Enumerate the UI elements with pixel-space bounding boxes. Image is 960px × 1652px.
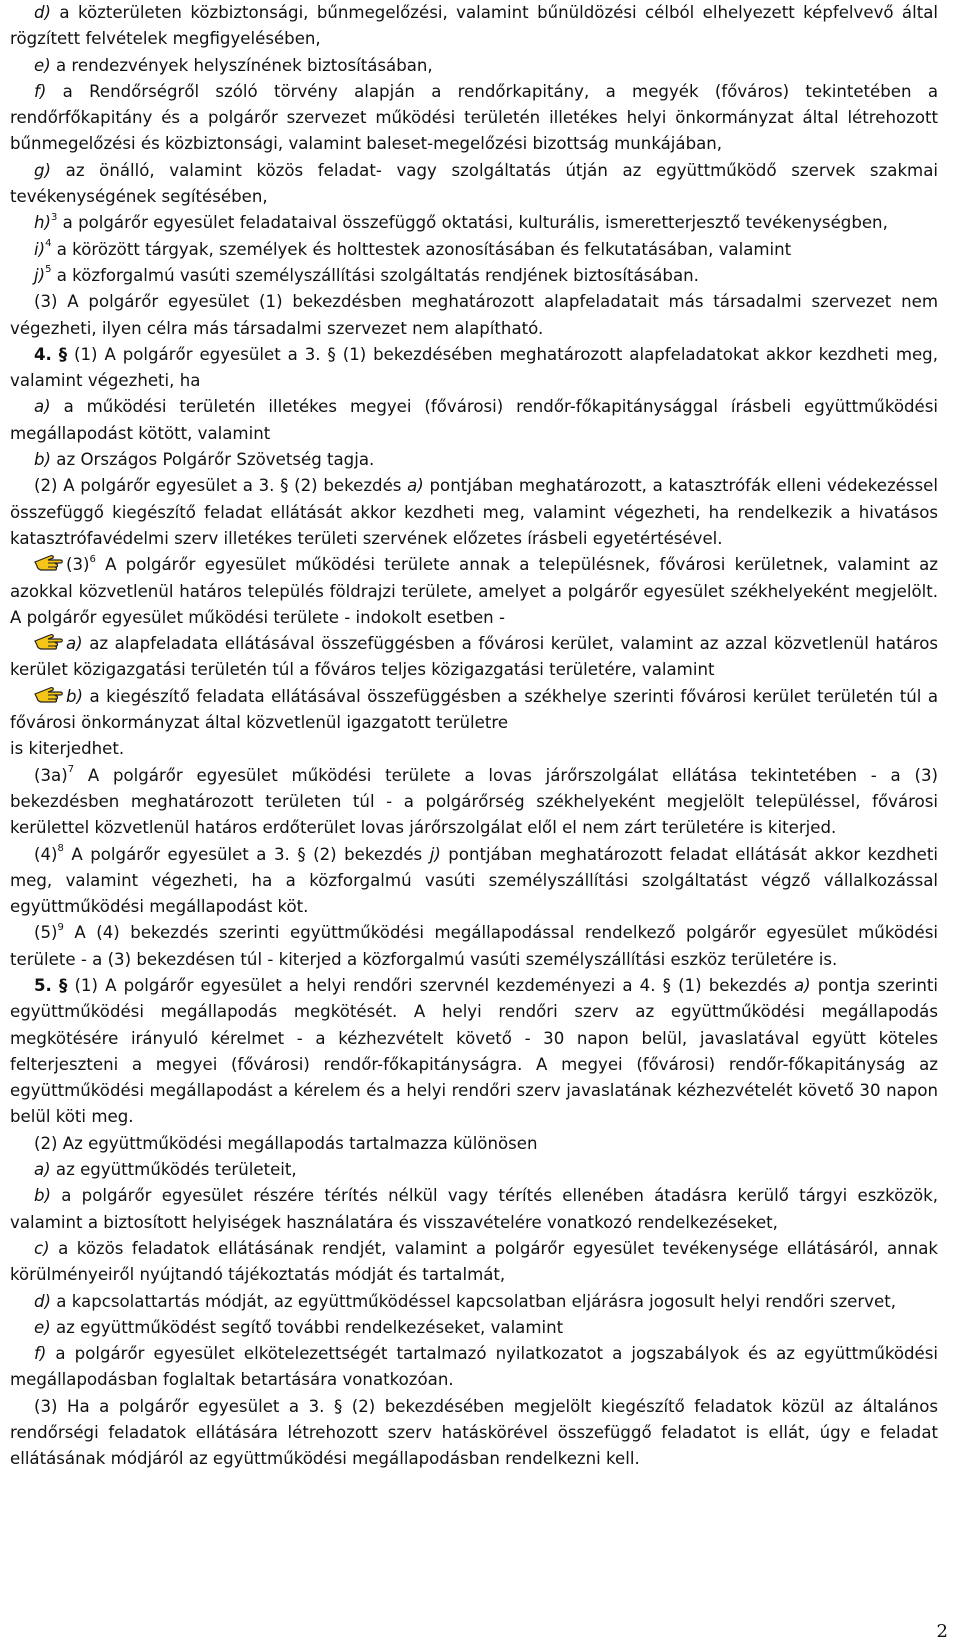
page-number: 2 — [936, 1621, 948, 1642]
list-item — [10, 263, 938, 289]
list-item — [10, 1236, 938, 1289]
paragraph-text: (1) A polgárőr egyesület a 3. § (1) bekezdésében meghatározott alapfeladatokat akkor kezdheti meg, valamint végezheti, ha — [10, 344, 938, 391]
paragraph-text: A (4) bekezdés szerinti együttműködési megállapodással rendelkező polgárőr egyesület működési területe - a (3) bekezdésen túl - kiterjed a közforgalmú vasúti személyszállítási eszköz területére is. — [10, 923, 938, 969]
section-5-paragraph-3: (3) Ha a polgárőr egyesület a 3. § (2) bekezdésében megjelölt kiegészítő feladatok közül az általános rendőrségi feladatok ellátására létrehozott szerv hatáskörével összefüggő feladatot is ellát, úgy e feladat ellátásának módjáról az együttműködési megállapodásban rendelkezni kell. — [10, 1396, 938, 1469]
item-text: a közforgalmú vasúti személyszállítási szolgáltatás rendjének biztosításában. — [51, 265, 699, 285]
item-text: a kiegészítő feladata ellátásával összefüggésben a székhelye szerinti fővárosi kerület területén túl a fővárosi önkormányzat által közvetlenül igazgatott területre — [10, 686, 938, 733]
item-label: d) — [34, 3, 52, 22]
section-4-paragraph-4 — [10, 842, 938, 921]
paragraph-number: (5) — [34, 923, 58, 943]
pointing-hand-icon[interactable] — [34, 553, 64, 573]
paragraph: (3) A polgárőr egyesület (1) bekezdésben meghatározott alapfeladatait más társadalmi szervezet nem végezheti, ilyen célra más társadalmi szervezet nem alapítható. — [10, 292, 938, 338]
list-item — [10, 210, 938, 236]
item-label: e) — [34, 55, 51, 75]
footnote-ref[interactable]: 8 — [57, 842, 64, 854]
section-number: 5. — [34, 975, 52, 995]
list-item — [10, 447, 938, 473]
pointing-hand-icon[interactable] — [34, 685, 64, 705]
paragraph-text: A polgárőr egyesület a 3. § (2) bekezdés — [63, 844, 430, 864]
footnote-ref[interactable]: 4 — [45, 238, 52, 250]
footnote-ref[interactable]: 9 — [57, 921, 64, 933]
paragraph-text: pontja szerinti együttműködési megállapodás megkötését. A helyi rendőri szerv az együttműködési megállapodás megkötésére irányuló kérelmet - a kézhezvételt követő - 30 napon belül, javaslatával együtt köteles felterjeszteni a megyei (fővárosi) rendőr-főkapitányságra. A megyei (fővárosi) rendőr-főkapitányság az együttműködési megállapodást a kérelem és a helyi rendőri szerv javaslatának kézhezvételét követő 30 napon belül köti meg. — [10, 975, 938, 1127]
item-label: a) — [66, 634, 83, 654]
item-text: az önálló, valamint közös feladat- vagy szolgáltatás útján az együttműködő szervek szakmai tevékenységének segítésében, — [10, 160, 938, 207]
footnote-ref[interactable]: 7 — [67, 764, 75, 776]
section-4-paragraph-3a — [10, 763, 938, 842]
item-text: a polgárőr egyesület elkötelezettségét tartalmazó nyilatkozatot a jogszabályok és az együttműködési megállapodásban foglaltak betartására vonatkozóan. — [10, 1344, 938, 1390]
item-text: a rendezvények helyszínének biztosításában, — [50, 55, 433, 75]
paragraph-number: (3a) — [34, 765, 68, 785]
item-label: j) — [429, 844, 441, 864]
footnote-ref[interactable]: 6 — [89, 553, 96, 565]
list-item — [10, 1157, 938, 1183]
item-text: az Országos Polgárőr Szövetség tagja. — [51, 450, 375, 470]
list-item — [10, 237, 938, 263]
item-label: f) — [34, 1344, 47, 1364]
item-text: az együttműködés területeit, — [50, 1160, 297, 1180]
section-5-paragraph-2: (2) Az együttműködési megállapodás tartalmazza különösen — [34, 1133, 538, 1153]
section-number: 4. — [34, 344, 52, 364]
paragraph-number: (3) — [66, 555, 90, 575]
section-4-paragraph-3 — [10, 552, 938, 631]
section-4-paragraph-1 — [10, 342, 938, 395]
item-label: b) — [34, 450, 52, 470]
footnote-ref[interactable]: 5 — [45, 264, 52, 276]
list-item — [10, 1289, 938, 1315]
paragraph-continuation: is kiterjedhet. — [10, 739, 125, 759]
list-item — [10, 79, 938, 158]
item-text: a polgárőr egyesület feladataival összefüggő oktatási, kulturális, ismeretterjesztő tevékenységben, — [57, 213, 888, 233]
list-item — [10, 1315, 938, 1341]
paragraph-text: (1) A polgárőr egyesület a helyi rendőri szervnél kezdeményezi a 4. § (1) bekezdés — [67, 975, 794, 995]
section-5-paragraph-1 — [10, 973, 938, 1131]
pointing-hand-icon[interactable] — [34, 632, 64, 652]
paragraph-text: pontjában meghatározott, a katasztrófák elleni védekezéssel összefüggő kiegészítő feladat ellátását akkor kezdheti meg, valamint végezheti, ha rendelkezik a hivatásos katasztrófavédelmi szerv illetékes területi szervének előzetes írásbeli egyetértésével. — [10, 476, 938, 548]
list-item — [10, 0, 938, 53]
paragraph-text: pontjában meghatározott feladat ellátását akkor kezdheti meg, valamint végezheti, ha a közforgalmú vasúti személyszállítási szolgáltatást végző vállalkozással együttműködési megállapodást köt. — [10, 844, 938, 917]
item-label: a) — [34, 397, 51, 417]
list-item — [10, 1341, 938, 1394]
item-label: a) — [793, 975, 811, 995]
list-item — [10, 158, 938, 211]
paragraph-text: (2) A polgárőr egyesület a 3. § (2) bekezdés — [34, 476, 408, 496]
paragraph-text: A polgárőr egyesület működési területe a lovas járőrszolgálat ellátása tekintetében - a (3) bekezdésben meghatározott területen túl - a polgárőrség székhelyeként megjelölt településsel, fővárosi kerülettel közvetlenül határos erdőterület lovas járőrszolgálat elől el nem zárt területére is kiterjed. — [10, 765, 938, 838]
item-text: a működési területén illetékes megyei (fővárosi) rendőr-főkapitánysággal írásbeli együttműködési megállapodást kötött, valamint — [10, 397, 938, 443]
section-sign: § — [59, 975, 68, 995]
item-label: f) — [34, 81, 47, 101]
item-label: j) — [34, 265, 46, 285]
item-label: b) — [66, 686, 84, 706]
list-item — [10, 53, 938, 79]
paragraph-number: (4) — [34, 844, 58, 864]
item-label: i) — [34, 239, 46, 259]
list-item — [10, 1183, 938, 1236]
item-label: c) — [34, 1238, 50, 1258]
list-item — [10, 394, 938, 447]
document-page — [10, 0, 938, 1473]
section-4-paragraph-2 — [10, 473, 938, 552]
item-text: a közös feladatok ellátásának rendjét, valamint a polgárőr egyesület tevékenysége ellátásáról, annak körülményeiről nyújtandó tájékoztatás módját és tartalmát, — [10, 1238, 938, 1285]
item-label: a) — [407, 476, 424, 496]
section-sign: § — [58, 344, 68, 364]
item-text: a Rendőrségről szóló törvény alapján a rendőrkapitány, a megyék (főváros) tekintetében a rendőrfőkapitány és a polgárőr szervezet működési területén illetékes helyi önkormányzat által létrehozott bűnmegelőzési és közbiztonsági, valamint baleset-megelőzési bizottság munkájában, — [10, 81, 938, 154]
paragraph-text: A polgárőr egyesület működési területe annak a településnek, fővárosi kerületnek, valamint az azokkal közvetlenül határos település földrajzi területe, amelyet a polgárőr egyesület székhelyeként megjelölt. A polgárőr egyesület működési területe - indokolt esetben - — [10, 555, 938, 627]
section-4-paragraph-5 — [10, 920, 938, 973]
item-label: g) — [34, 160, 52, 180]
item-text: az alapfeladata ellátásával összefüggésben a fővárosi kerület, valamint az azzal közvetlenül határos kerület közigazgatási területén túl a főváros teljes közigazgatási területére, valamint — [10, 634, 938, 680]
item-text: a polgárőr egyesület részére térítés nélkül vagy térítés ellenében átadásra kerülő tárgyi eszközök, valamint a biztosított helyiségek használatára és visszavételére vonatkozó rendelkezéseket, — [10, 1186, 938, 1232]
item-label: h) — [34, 213, 51, 233]
list-item — [10, 684, 938, 737]
list-item — [10, 631, 938, 684]
footnote-ref[interactable]: 3 — [51, 211, 58, 223]
item-text: a közterületen közbiztonsági, bűnmegelőzési, valamint bűnüldözési célból elhelyezett képfelvevő által rögzített felvételek megfigyelésében, — [10, 3, 938, 49]
item-label: a) — [34, 1160, 51, 1180]
item-text: a körözött tárgyak, személyek és holttestek azonosításában és felkutatásában, valamint — [51, 239, 792, 259]
item-label: e) — [34, 1317, 51, 1337]
item-text: a kapcsolattartás módját, az együttműködéssel kapcsolatban eljárásra jogosult helyi rendőri szervet, — [51, 1291, 896, 1311]
item-text: az együttműködést segítő további rendelkezéseket, valamint — [50, 1317, 564, 1337]
item-label: d) — [34, 1291, 52, 1311]
item-label: b) — [34, 1186, 52, 1206]
